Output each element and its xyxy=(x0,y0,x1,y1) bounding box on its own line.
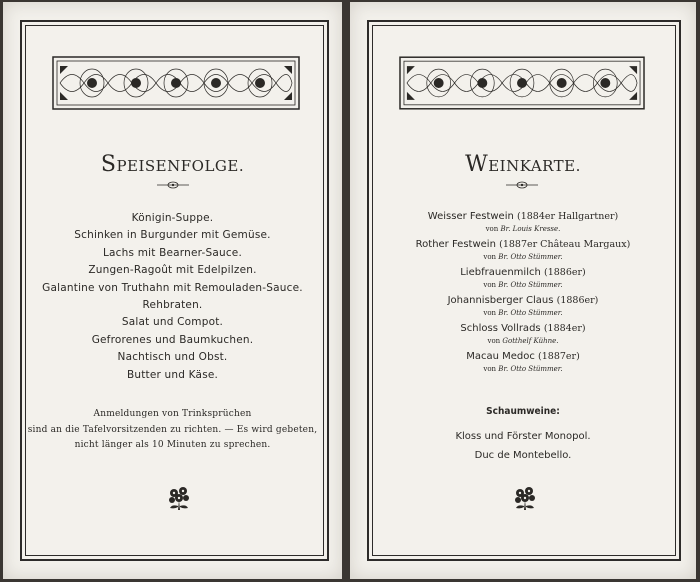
menu-item: Nachtisch und Obst. xyxy=(117,351,228,364)
wine-entry xyxy=(350,265,696,291)
flower-vignette-icon xyxy=(510,484,540,512)
donor-prefix: von xyxy=(483,309,497,317)
menu-item: Lachs mit Bearner-Sauce. xyxy=(102,246,243,259)
wine-entry xyxy=(350,209,696,235)
note-line: sind an die Tafelvorsitzenden zu richten. — Es wird gebeten, xyxy=(27,424,318,435)
wine-name: Johannisberger Claus xyxy=(447,295,554,306)
menu-page-left xyxy=(3,2,342,579)
ornamental-header-icon xyxy=(399,56,645,110)
wine-name: Macau Medoc xyxy=(466,351,535,362)
note-line: nicht länger als 10 Minuten zu sprechen. xyxy=(74,440,271,450)
wine-vintage: (1886er) xyxy=(556,295,599,306)
note-line: Anmeldungen von Trinksprüchen xyxy=(93,409,252,419)
wine-entry xyxy=(350,293,696,319)
wine-entry xyxy=(350,321,696,347)
donor-prefix: von xyxy=(483,281,497,289)
page-title: WEINKARTE. xyxy=(465,152,581,177)
menu-item: Königin-Suppe. xyxy=(131,212,214,224)
sparkling-heading: Schaumweine: xyxy=(486,406,560,417)
divider-ornament-icon xyxy=(3,180,342,190)
wine-vintage: (1886er) xyxy=(544,267,586,278)
donor-prefix: von xyxy=(487,337,501,345)
wine-list xyxy=(350,209,696,377)
menu-item: Butter und Käse. xyxy=(126,368,219,381)
wine-donor: Gotthelf Kühne. xyxy=(502,337,559,345)
wine-name: Liebfrauenmilch xyxy=(460,267,541,278)
menu-item: Gefrorenes und Baumkuchen. xyxy=(91,333,254,346)
menu-item: Zungen-Ragoût mit Edelpilzen. xyxy=(88,264,257,277)
flower-vignette-icon xyxy=(164,484,194,512)
wine-donor: Br. Otto Stümmer. xyxy=(498,253,563,261)
sparkling-list xyxy=(350,427,696,465)
menu-item: Rehbraten. xyxy=(142,299,203,312)
wine-vintage: (1887er Château Margaux) xyxy=(499,239,631,250)
wine-page-right xyxy=(350,2,696,579)
menu-item: Salat und Compot. xyxy=(121,316,224,329)
wine-name: Weisser Festwein xyxy=(427,211,514,222)
menu-list xyxy=(3,210,342,384)
wine-entry xyxy=(350,349,696,375)
toast-note xyxy=(3,407,342,454)
sparkling-item: Kloss und Förster Monopol. xyxy=(455,431,591,442)
wine-donor: Br. Otto Stümmer. xyxy=(498,281,563,289)
ornamental-header-icon xyxy=(52,56,300,110)
divider-ornament-icon xyxy=(350,180,696,190)
donor-prefix: von xyxy=(483,365,497,373)
wine-donor: Br. Otto Stümmer. xyxy=(498,365,563,373)
wine-name: Rother Festwein xyxy=(415,239,496,250)
wine-name: Schloss Vollrads xyxy=(460,323,541,334)
sparkling-item: Duc de Montebello. xyxy=(474,450,572,461)
menu-item: Galantine von Truthahn mit Remouladen-Sauce. xyxy=(42,281,303,294)
wine-entry xyxy=(350,237,696,263)
wine-vintage: (1884er) xyxy=(543,323,586,334)
wine-donor: Br. Louis Kresse. xyxy=(500,225,561,233)
wine-vintage: (1884er Hallgartner) xyxy=(517,211,619,222)
menu-item: Schinken in Burgunder mit Gemüse. xyxy=(74,229,271,242)
page-title: SPEISENFOLGE. xyxy=(100,152,245,177)
donor-prefix: von xyxy=(483,253,497,261)
wine-vintage: (1887er) xyxy=(538,351,580,362)
wine-donor: Br. Otto Stümmer. xyxy=(498,309,563,317)
donor-prefix: von xyxy=(485,225,499,233)
